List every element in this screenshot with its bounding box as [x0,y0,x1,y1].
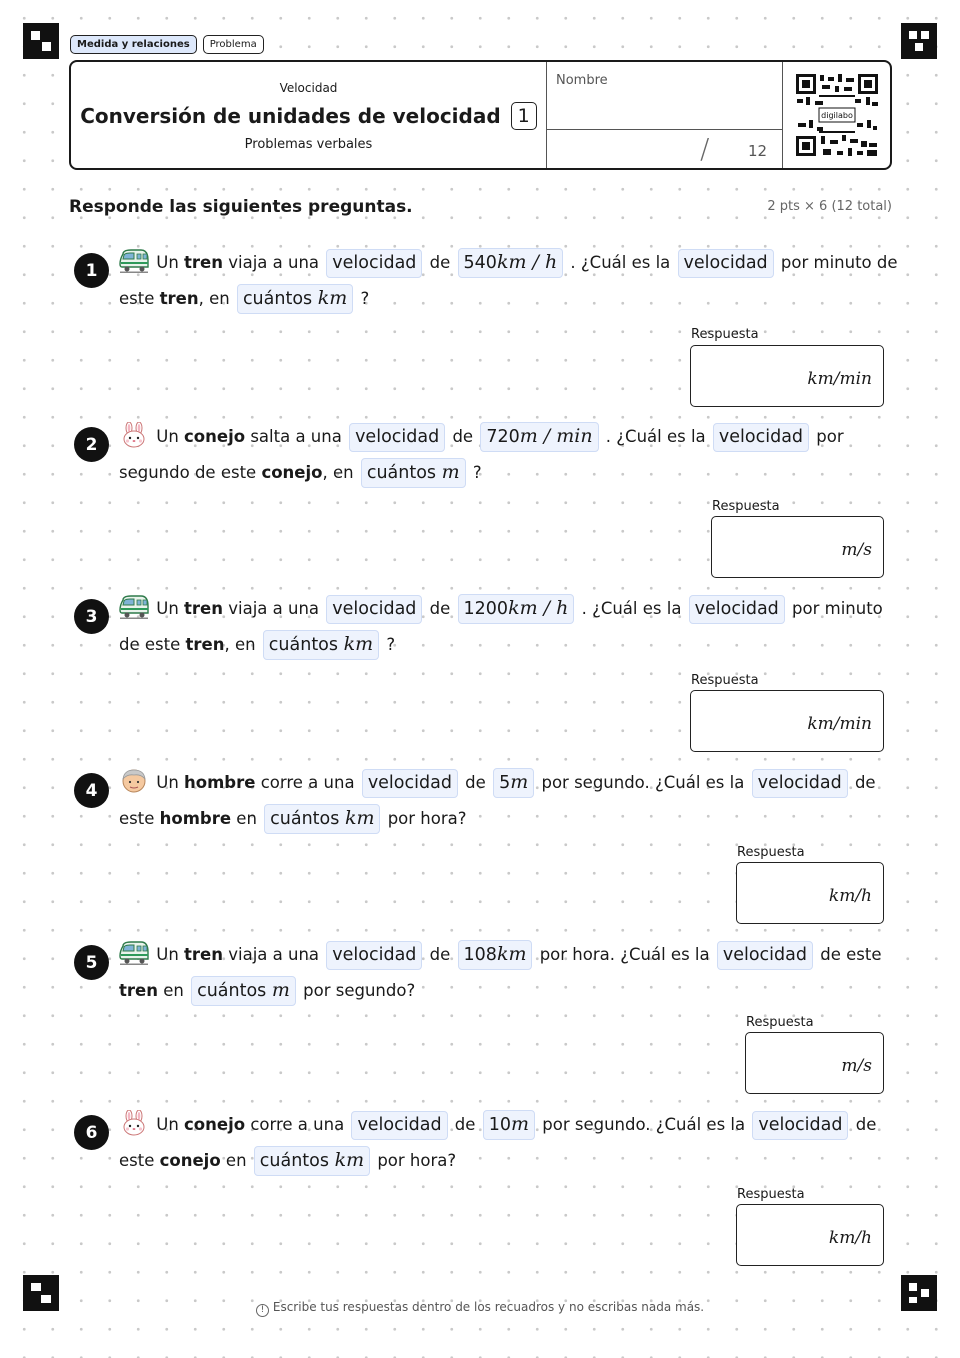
text: por hora? [372,1151,457,1170]
unit-question-chip [191,976,296,1006]
text: Un [156,253,185,272]
answer-label: Respuesta [746,1015,814,1030]
chip-text: cuántos [197,981,272,1001]
subject-word: tren [159,289,199,308]
unit-question-chip [361,458,466,488]
value-number: 5 [499,773,511,793]
text: de [424,253,456,272]
text: por segundo de este [119,427,844,482]
chip-text: cuántos [268,635,344,655]
corner-marker-top-right [901,23,937,59]
text: de este [119,1115,877,1170]
answer-box[interactable] [736,1204,884,1266]
text: . ¿Cuál es la [576,599,687,618]
title-block [71,62,546,168]
term-chip: velocidad [326,941,422,970]
subject-word: tren [185,635,225,654]
worksheet-number-badge: 1 [511,102,537,130]
value-unit: km / h [496,251,558,273]
chip-unit: km [334,1149,365,1171]
man-icon [119,768,149,794]
subject-word: tren [119,981,158,1000]
value-number: 108 [463,945,497,965]
text: . ¿Cuál es la [600,427,711,446]
term-chip: velocidad [351,1111,447,1140]
chip-text: cuántos [259,1151,335,1171]
term-chip: velocidad [713,423,809,452]
answer-label: Respuesta [691,673,759,688]
text: de [449,1115,481,1134]
value-unit: m [510,771,529,793]
tag-row [70,35,264,54]
answer-label: Respuesta [737,845,805,860]
chip-unit: m [441,461,460,483]
answer-box[interactable] [690,690,884,752]
term-chip: velocidad [752,769,848,798]
text: de este [814,945,882,964]
value-chip [483,1110,535,1140]
answer-label: Respuesta [737,1187,805,1202]
answer-label: Respuesta [691,327,759,342]
value-number: 10 [488,1115,511,1135]
text: por hora. ¿Cuál es la [534,945,715,964]
name-score-block [546,62,783,168]
description-label: Problemas verbales [244,137,373,152]
svg-text:digilabo: digilabo [821,111,853,120]
text: viaja a una [223,945,325,964]
corner-marker-top-left [23,23,59,59]
question-number: 5 [74,945,109,980]
answer-unit: m/s [841,540,872,560]
info-icon: ! [256,1304,269,1317]
answer-box[interactable] [711,516,884,578]
answer-unit: km/min [807,714,872,734]
value-unit: km / h [508,597,569,619]
train-icon [119,940,149,966]
question-number: 3 [74,599,109,634]
subject-label: Velocidad [279,81,338,95]
category-tag: Medida y relaciones [70,35,197,54]
chip-text: cuántos [242,289,318,309]
text: por segundo? [297,981,416,1000]
worksheet-header [69,60,892,170]
subject-word: hombre [159,809,232,828]
question-number: 4 [74,773,109,808]
subject-word: conejo [184,427,246,446]
name-label: Nombre [556,73,608,88]
footer-note [0,1300,960,1317]
title-text: Conversión de unidades de velocidad [80,104,501,128]
text: Un [156,599,185,618]
term-chip: velocidad [349,423,445,452]
value-chip [458,940,533,970]
term-chip: velocidad [326,595,422,624]
answer-unit: m/s [841,1056,872,1076]
value-chip [493,768,534,798]
question-text [119,419,899,491]
instruction-text: Responde las siguientes preguntas. [69,197,413,217]
text: , en [322,463,359,482]
chip-unit: km [317,287,348,309]
text: por segundo. ¿Cuál es la [537,1115,751,1134]
subject-word: conejo [159,1151,221,1170]
text: viaja a una [223,253,325,272]
value-number: 540 [463,253,497,273]
subject-word: hombre [184,773,256,792]
text: viaja a una [223,599,325,618]
rabbit-icon [119,1110,149,1136]
value-unit: m [510,1113,529,1135]
text: Un [156,427,185,446]
text: . ¿Cuál es la [565,253,676,272]
question-text [119,937,899,1009]
text: , en [198,289,235,308]
unit-question-chip [254,1146,370,1176]
term-chip: velocidad [326,249,422,278]
subject-word: tren [184,253,223,272]
points-info: 2 pts × 6 (12 total) [767,199,892,214]
question-number: 1 [74,253,109,288]
chip-text: cuántos [366,463,442,483]
qr-code-icon [795,73,879,157]
question-text [119,591,899,663]
divider [547,129,782,130]
text: Un [156,1115,185,1134]
page-title [71,102,546,130]
subject-word: conejo [184,1115,246,1134]
chip-unit: m [271,979,290,1001]
chip-unit: km [343,633,374,655]
score-slash: / [700,132,710,165]
value-unit: m / min [519,425,593,447]
text: por minuto de este [119,599,883,654]
text: por minuto de este [119,253,898,308]
question-text [119,245,899,317]
unit-question-chip [237,284,353,314]
term-chip: velocidad [678,249,774,278]
answer-unit: km/h [828,1228,872,1248]
answer-label: Respuesta [712,499,780,514]
answer-unit: km/min [807,369,872,389]
unit-question-chip [263,630,379,660]
text: de [424,945,456,964]
text: de [424,599,456,618]
text: en [157,981,190,1000]
question-text [119,765,899,837]
text: en [231,809,263,828]
text: ? [467,463,482,482]
value-chip [458,594,575,624]
answer-box[interactable] [745,1032,884,1094]
text: por hora? [382,809,467,828]
text: corre a una [245,1115,350,1134]
answer-box[interactable] [690,345,884,407]
text: ? [381,635,396,654]
value-chip [480,422,598,452]
subject-word: tren [184,599,223,618]
term-chip: velocidad [717,941,813,970]
question-text [119,1107,899,1179]
value-unit: km [496,943,527,965]
question-number: 6 [74,1115,109,1150]
text: de [459,773,492,792]
chip-text: cuántos [270,809,345,829]
text: de este [119,773,876,828]
text: corre a una [255,773,360,792]
footer-text: Escribe tus respuestas dentro de los recuadros y no escribas nada más. [272,1300,705,1314]
score-total: 12 [748,142,768,160]
answer-unit: km/h [828,886,872,906]
question-number: 2 [74,427,109,462]
train-icon [119,594,149,620]
text: Un [156,945,185,964]
text: Un [156,773,185,792]
text: de [447,427,479,446]
value-number: 720 [486,427,520,447]
value-number: 1200 [463,599,509,619]
train-icon [119,248,149,274]
term-chip: velocidad [362,769,458,798]
unit-question-chip [264,804,380,834]
type-tag: Problema [203,35,264,54]
text: en [220,1151,252,1170]
chip-unit: km [344,807,375,829]
text: , en [224,635,261,654]
rabbit-icon [119,422,149,448]
text: salta a una [245,427,348,446]
text: ? [355,289,370,308]
value-chip [458,248,564,278]
answer-box[interactable] [736,862,884,924]
subject-word: conejo [261,463,323,482]
text: por segundo. ¿Cuál es la [536,773,750,792]
term-chip: velocidad [752,1111,848,1140]
term-chip: velocidad [689,595,785,624]
subject-word: tren [184,945,223,964]
